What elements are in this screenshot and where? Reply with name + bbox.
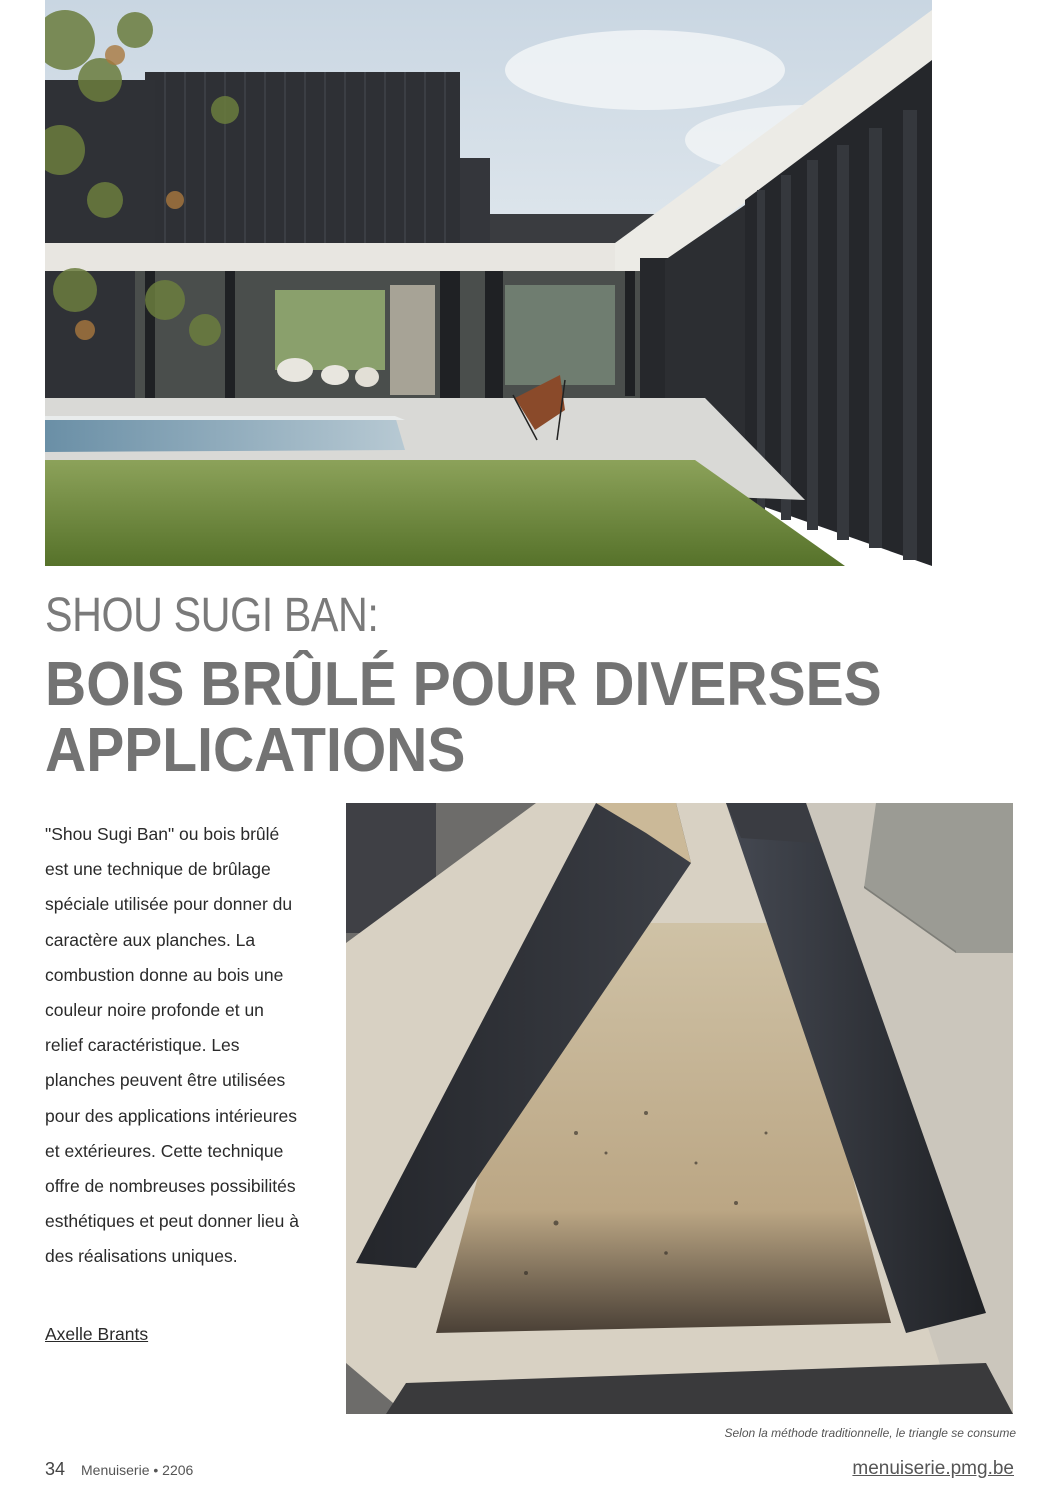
page-number: 34 xyxy=(45,1459,66,1479)
publication-issue: Menuiserie • 2206 xyxy=(81,1462,194,1478)
article-body xyxy=(45,817,305,1275)
hero-photo-house xyxy=(45,0,932,566)
author-link[interactable]: Axelle Brants xyxy=(45,1324,149,1344)
title-kicker: SHOU SUGI BAN: xyxy=(45,589,379,642)
website-link[interactable]: menuiserie.pmg.be xyxy=(852,1458,1014,1479)
headline-line-1: BOIS BRÛLÉ POUR DIVERSES xyxy=(45,650,882,719)
photo-charred-planks xyxy=(346,803,1013,1414)
photo-caption: Selon la méthode traditionnelle, le triangle se consume xyxy=(724,1426,1016,1440)
body-paragraph: "Shou Sugi Ban" ou bois brûlé est une technique de brûlage spéciale utilisée pour donner du caractère aux planches. La combustion donne au bois une couleur noire profonde et un relief caractéristique. Les planches peuvent être utilisées pour des applications intérieures et extérieures. Cette technique offre de nombreuses possibilités esthétiques et peut donner lieu à des réalisations uniques. xyxy=(45,824,299,1267)
headline-line-2: APPLICATIONS xyxy=(45,716,466,785)
headline xyxy=(45,652,882,784)
